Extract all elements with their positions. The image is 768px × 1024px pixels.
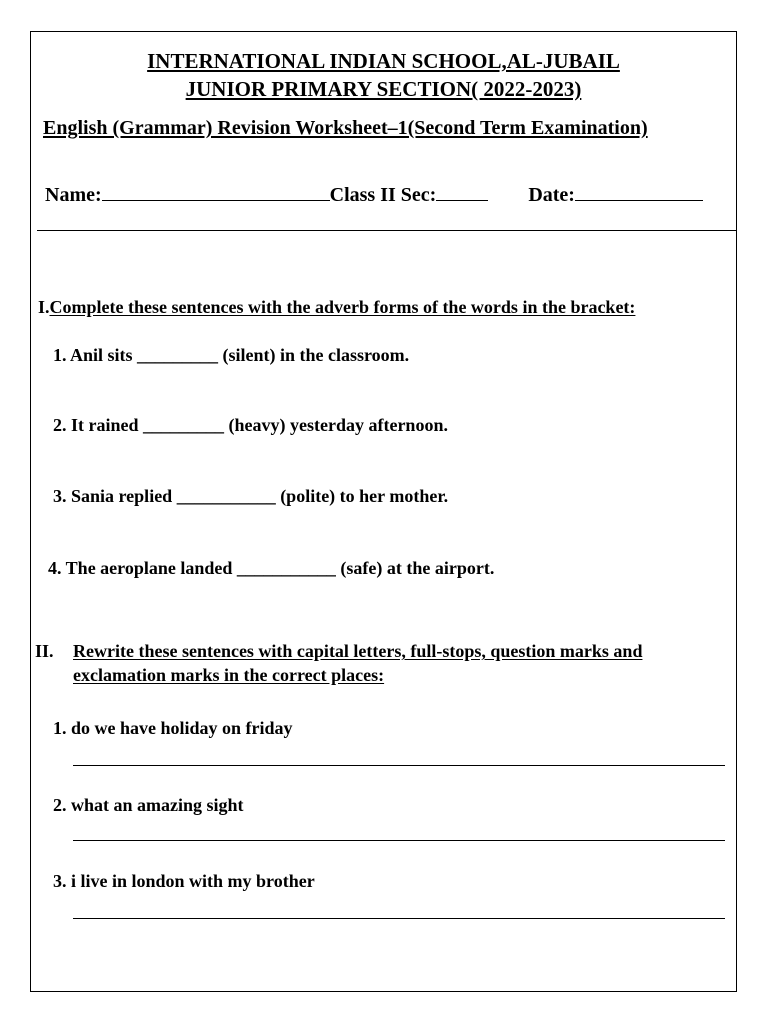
- section1-item: 2. It rained _________ (heavy) yesterday afternoon.: [53, 415, 448, 435]
- class-label: Class II Sec:: [329, 184, 437, 206]
- section2-instruction-line1: Rewrite these sentences with capital letters, full-stops, question marks and: [73, 641, 643, 661]
- worksheet-page: [30, 31, 737, 992]
- date-label: Date:: [528, 184, 575, 206]
- section1-item: 4. The aeroplane landed ___________ (safe) at the airport.: [48, 558, 495, 578]
- section2-numeral: II.: [35, 641, 54, 661]
- school-name: INTERNATIONAL INDIAN SCHOOL,AL-JUBAIL: [147, 49, 620, 73]
- header-divider: [37, 230, 737, 231]
- date-field[interactable]: [575, 182, 703, 201]
- worksheet-title: English (Grammar) Revision Worksheet–1(Second Term Examination): [43, 117, 648, 139]
- answer-line[interactable]: [73, 840, 725, 841]
- answer-line[interactable]: [73, 765, 725, 766]
- section1-instruction: Complete these sentences with the adverb forms of the words in the bracket:: [49, 297, 636, 317]
- section2-item: 3. i live in london with my brother: [53, 871, 315, 891]
- answer-line[interactable]: [73, 918, 725, 919]
- name-field[interactable]: [102, 182, 330, 201]
- section2-item: 1. do we have holiday on friday: [53, 718, 293, 738]
- section1-item: 3. Sania replied ___________ (polite) to her mother.: [53, 486, 449, 506]
- section1-item: 1. Anil sits _________ (silent) in the classroom.: [53, 345, 410, 365]
- section1-numeral: I.: [38, 297, 50, 317]
- section-name: JUNIOR PRIMARY SECTION( 2022-2023): [185, 77, 582, 101]
- section1-heading: [38, 297, 635, 318]
- name-label: Name:: [45, 184, 102, 206]
- section2-instruction-line2: exclamation marks in the correct places:: [73, 665, 385, 685]
- section2-item: 2. what an amazing sight: [53, 795, 244, 815]
- section-field[interactable]: [436, 182, 488, 201]
- info-row: [45, 182, 703, 207]
